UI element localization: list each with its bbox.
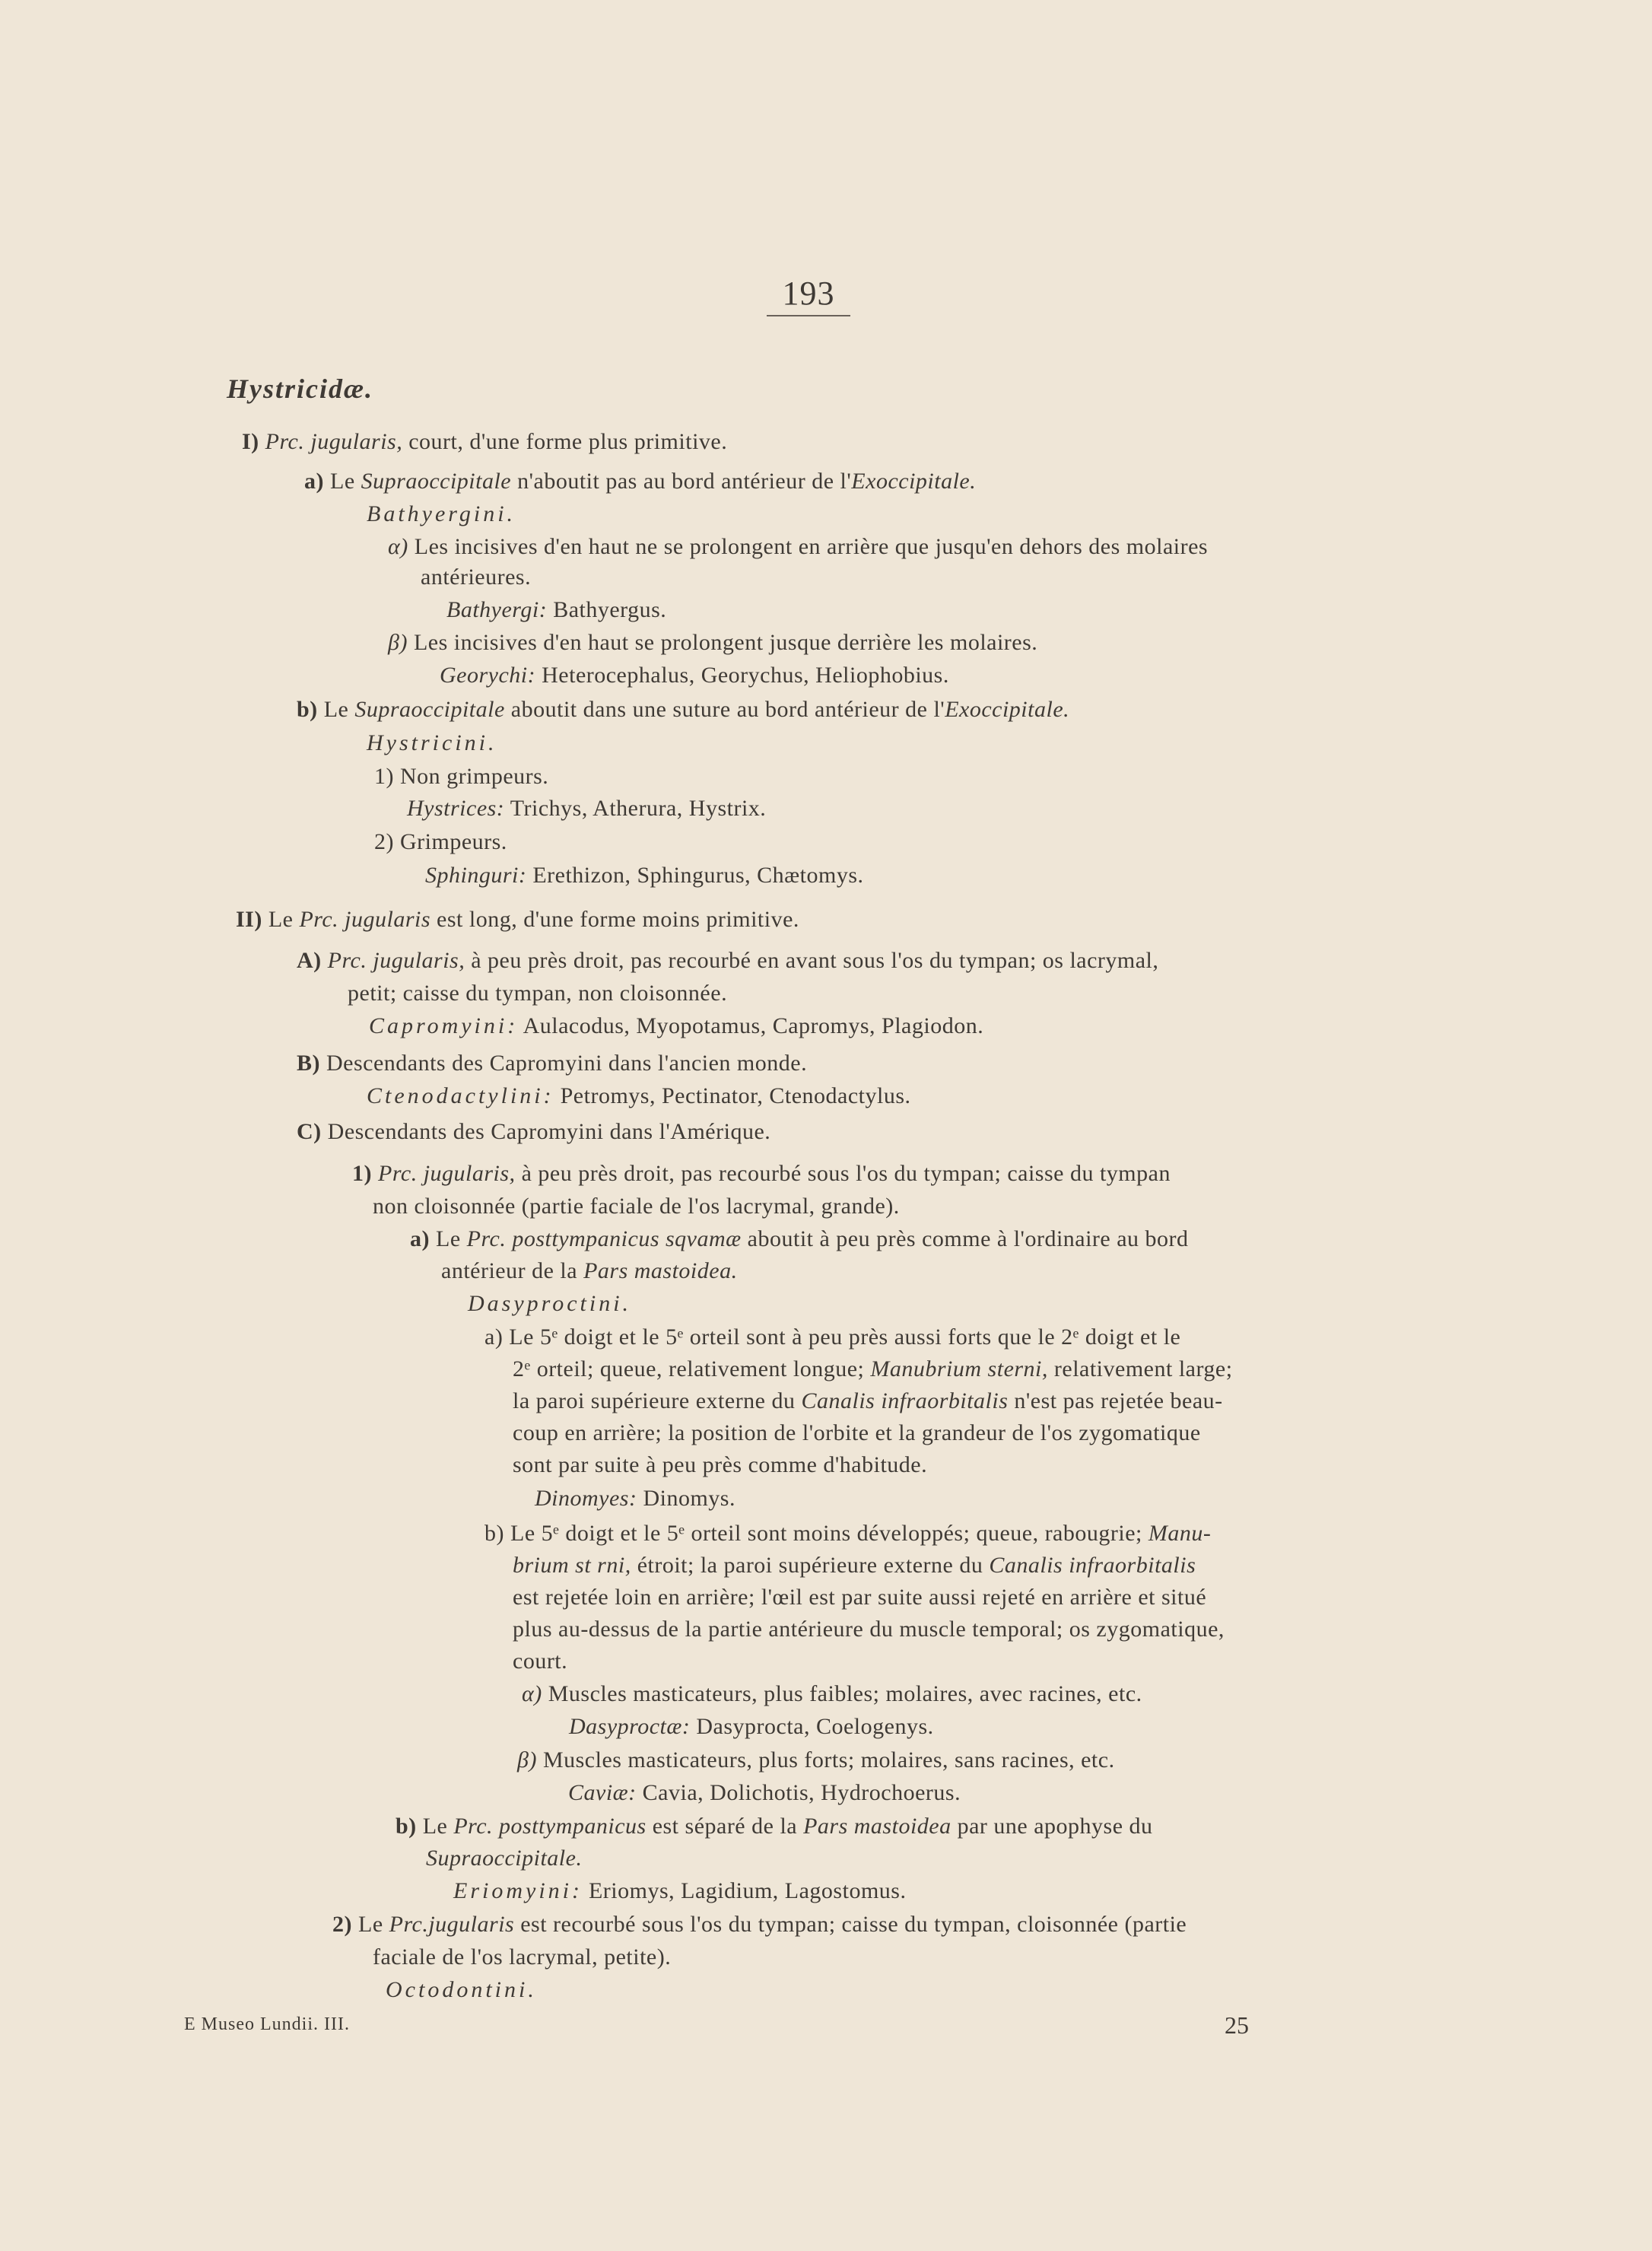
text-segment: Heterocephalus, Georychus, Heliophobius.	[535, 663, 949, 688]
text-line	[297, 694, 1069, 726]
text-segment: Octodontini.	[386, 1977, 537, 2002]
text-line	[410, 1223, 1189, 1255]
text-segment: Erethizon, Sphingurus, Chætomys.	[526, 863, 864, 888]
text-line	[425, 860, 864, 892]
text-segment: Eriomyini:	[453, 1878, 583, 1903]
text-segment: Hystricidæ.	[227, 374, 373, 404]
text-line	[373, 1191, 900, 1222]
text-segment: Le	[358, 1912, 389, 1937]
text-line	[352, 1158, 1171, 1190]
text-segment: B)	[297, 1051, 326, 1076]
text-segment: II)	[236, 907, 268, 932]
text-segment: est séparé de la	[646, 1814, 804, 1839]
text-line	[396, 1811, 1153, 1842]
text-segment: est rejetée loin en arrière; l'œil est par suite aussi rejeté en arrière et situé	[513, 1585, 1207, 1610]
text-segment: brium st rni,	[513, 1553, 631, 1578]
text-segment: Supraoccipitale.	[426, 1846, 583, 1871]
text-line	[367, 727, 497, 759]
text-segment: Dasyprocta, Coelogenys.	[690, 1714, 934, 1739]
text-line	[386, 1974, 537, 2006]
text-segment: Le	[330, 469, 361, 494]
text-segment: Georychi:	[440, 663, 536, 688]
text-line	[407, 793, 766, 825]
text-segment: Manubrium sterni,	[870, 1356, 1048, 1381]
text-segment: 2ᵉ orteil; queue, relativement longue;	[513, 1356, 871, 1381]
text-segment: Le	[436, 1226, 467, 1251]
text-segment: relativement large;	[1047, 1356, 1233, 1381]
text-line	[426, 1842, 582, 1874]
text-segment: Prc. jugularis	[299, 907, 431, 932]
text-segment: b)	[297, 697, 324, 722]
footer-series: E Museo Lundii. III.	[184, 2014, 350, 2034]
text-segment: Les incisives d'en haut ne se prolongent en arrière que jusqu'en dehors des molaires	[414, 534, 1209, 559]
text-segment: la paroi supérieure externe du	[513, 1388, 802, 1413]
text-segment: b) Le 5ᵉ doigt et le 5ᵉ orteil sont moins développés; queue, rabougrie;	[484, 1521, 1148, 1546]
text-segment: a)	[304, 469, 330, 494]
text-segment: Supraoccipitale	[361, 469, 512, 494]
text-line	[513, 1550, 1196, 1582]
text-line	[236, 904, 799, 936]
text-segment: Muscles masticateurs, plus forts; molaires, sans racines, etc.	[542, 1747, 1115, 1773]
text-segment: I)	[242, 429, 265, 454]
text-segment: étroit; la paroi supérieure externe du	[631, 1553, 990, 1578]
text-segment: court.	[513, 1649, 568, 1674]
text-line	[517, 1744, 1115, 1776]
text-line	[348, 978, 727, 1009]
text-segment: Prc. posttympanicus sqvamæ	[466, 1226, 742, 1251]
text-segment: Pars mastoidea	[803, 1814, 951, 1839]
text-segment: a) Le 5ᵉ doigt et le 5ᵉ orteil sont à peu près aussi forts que le 2ᵉ doigt et le	[484, 1324, 1181, 1350]
text-line	[513, 1582, 1206, 1614]
text-line	[388, 531, 1208, 563]
text-segment: Dasyproctini.	[468, 1291, 632, 1316]
text-segment: A)	[297, 948, 328, 973]
text-segment: Muscles masticateurs, plus faibles; molaires, avec racines, etc.	[548, 1681, 1142, 1706]
text-segment: Petromys, Pectinator, Ctenodactylus.	[554, 1083, 911, 1108]
text-segment: Prc. jugularis,	[378, 1161, 516, 1186]
text-line	[388, 627, 1037, 659]
text-segment: 1)	[352, 1161, 378, 1186]
text-segment: Le	[323, 697, 355, 722]
text-line	[513, 1449, 927, 1481]
text-segment: Les incisives d'en haut se prolongent jusque derrière les molaires.	[413, 630, 1038, 655]
text-line	[468, 1288, 631, 1320]
text-line	[332, 1909, 1187, 1941]
text-segment: Aulacodus, Myopotamus, Capromys, Plagiodon.	[518, 1013, 984, 1038]
text-segment: Pars mastoidea.	[583, 1258, 738, 1283]
text-line	[522, 1678, 1142, 1710]
text-line	[367, 1080, 911, 1112]
text-line	[297, 1048, 807, 1079]
text-segment: n'aboutit pas au bord antérieur de l'	[511, 469, 852, 494]
text-line	[304, 466, 976, 498]
text-segment: faciale de l'os lacrymal, petite).	[373, 1944, 672, 1970]
text-segment: aboutit dans une suture au bord antérieur de l'	[504, 697, 945, 722]
footer-signature: 25	[1225, 2011, 1249, 2039]
text-segment: Canalis infraorbitalis	[801, 1388, 1009, 1413]
text-segment: Prc. jugularis,	[327, 948, 465, 973]
text-segment: Hystrices:	[407, 796, 505, 821]
text-line	[367, 498, 516, 530]
text-segment: Supraoccipitale	[354, 697, 505, 722]
text-segment: Caviæ:	[568, 1780, 637, 1805]
text-segment: antérieur de la	[441, 1258, 584, 1283]
text-line	[446, 594, 666, 626]
text-segment: Capromyini:	[369, 1013, 519, 1038]
text-line	[374, 761, 548, 793]
text-segment: à peu près droit, pas recourbé sous l'os du tympan; caisse du tympan	[515, 1161, 1171, 1186]
text-line	[569, 1711, 934, 1743]
text-line	[513, 1385, 1223, 1417]
text-line	[421, 561, 531, 593]
text-segment: Ctenodactylini:	[367, 1083, 554, 1108]
text-segment: α)	[522, 1681, 548, 1706]
text-segment: est long, d'une forme moins primitive.	[430, 907, 799, 932]
text-segment: aboutit à peu près comme à l'ordinaire au bord	[741, 1226, 1189, 1251]
text-segment: Bathyergus.	[547, 597, 667, 622]
text-line	[513, 1645, 567, 1677]
text-segment: Dinomys.	[637, 1486, 735, 1511]
text-line	[373, 1941, 671, 1973]
text-line	[513, 1417, 1201, 1449]
text-line	[484, 1321, 1180, 1353]
text-segment: C)	[297, 1119, 328, 1144]
text-segment: Descendants des Capromyini dans l'ancien monde.	[326, 1051, 808, 1076]
text-segment: α)	[388, 534, 415, 559]
text-segment: Canalis infraorbitalis	[989, 1553, 1196, 1578]
text-line	[227, 373, 373, 407]
text-segment: non cloisonnée (partie faciale de l'os lacrymal, grande).	[373, 1194, 900, 1219]
text-segment: β)	[388, 630, 414, 655]
text-segment: Prc. jugularis,	[265, 429, 403, 454]
text-segment: Prc. posttympanicus	[453, 1814, 647, 1839]
text-line	[297, 945, 1158, 977]
text-segment: b)	[396, 1814, 423, 1839]
text-line	[441, 1255, 738, 1287]
text-segment: est recourbé sous l'os du tympan; caisse du tympan, cloisonnée (partie	[514, 1912, 1187, 1937]
text-segment: Exoccipitale.	[851, 469, 977, 494]
text-line	[440, 660, 949, 692]
text-segment: n'est pas rejetée beau-	[1008, 1388, 1223, 1413]
text-segment: a)	[410, 1226, 436, 1251]
text-line	[297, 1116, 770, 1148]
text-segment: Descendants des Capromyini dans l'Amérique.	[327, 1119, 771, 1144]
text-segment: court, d'une forme plus primitive.	[402, 429, 728, 454]
text-line	[374, 826, 507, 858]
text-segment: Manu-	[1148, 1521, 1212, 1546]
text-segment: coup en arrière; la position de l'orbite et la grandeur de l'os zygomatique	[513, 1420, 1201, 1445]
text-segment: sont par suite à peu près comme d'habitude.	[513, 1452, 928, 1477]
text-line	[513, 1353, 1233, 1385]
text-line	[242, 426, 727, 458]
text-segment: 1) Non grimpeurs.	[374, 764, 549, 789]
text-segment: Trichys, Atherura, Hystrix.	[504, 796, 767, 821]
text-segment: plus au-dessus de la partie antérieure du muscle temporal; os zygomatique,	[513, 1617, 1225, 1642]
text-segment: antérieures.	[421, 564, 532, 590]
text-segment: 2) Grimpeurs.	[374, 829, 507, 854]
text-line	[513, 1614, 1225, 1645]
text-segment: à peu près droit, pas recourbé en avant sous l'os du tympan; os lacrymal,	[465, 948, 1159, 973]
text-segment: Dasyproctæ:	[569, 1714, 691, 1739]
text-segment: Le	[268, 907, 300, 932]
text-segment: Prc.jugularis	[389, 1912, 515, 1937]
text-segment: petit; caisse du tympan, non cloisonnée.	[348, 981, 728, 1006]
text-segment: Bathyergini.	[367, 501, 516, 526]
text-segment: Cavia, Dolichotis, Hydrochoerus.	[636, 1780, 961, 1805]
page-number: 193	[782, 275, 835, 312]
text-line	[568, 1777, 961, 1809]
page-number-rule	[767, 315, 850, 316]
text-line	[453, 1875, 906, 1907]
text-segment: Dinomyes:	[535, 1486, 637, 1511]
text-segment: Hystricini.	[367, 730, 497, 755]
text-segment: 2)	[332, 1912, 358, 1937]
text-line	[484, 1518, 1211, 1550]
text-line	[535, 1483, 735, 1515]
text-segment: Sphinguri:	[425, 863, 527, 888]
text-segment: Le	[422, 1814, 454, 1839]
text-line	[369, 1010, 983, 1042]
text-segment: Eriomys, Lagidium, Lagostomus.	[582, 1878, 907, 1903]
text-segment: par une apophyse du	[951, 1814, 1153, 1839]
text-segment: Bathyergi:	[446, 597, 548, 622]
text-segment: β)	[517, 1747, 543, 1773]
text-segment: Exoccipitale.	[945, 697, 1070, 722]
